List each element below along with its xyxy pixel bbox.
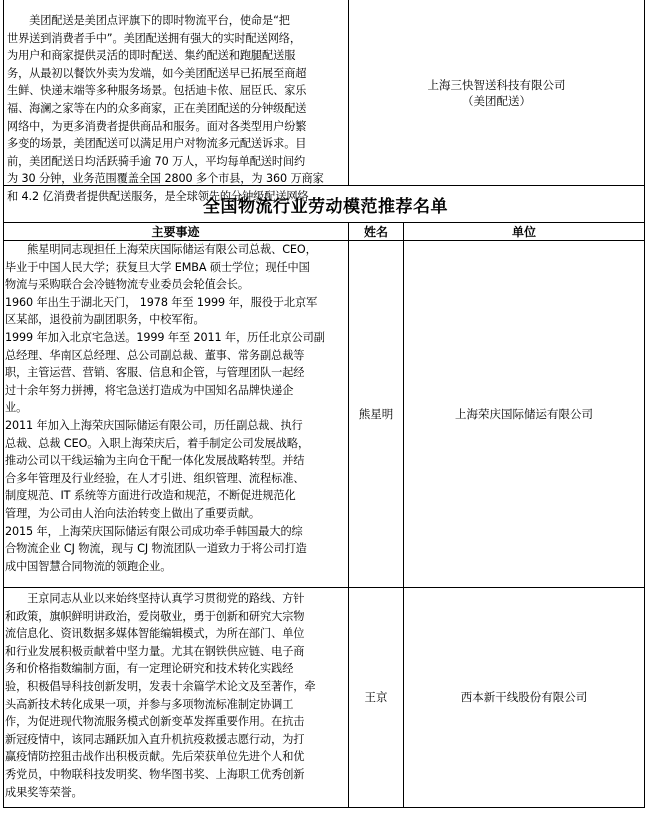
text-line: 福、海澜之家等在内的众多商家，正在美团配送的分钟级配送: [7, 101, 307, 115]
text-line: 美团配送是美团点评旗下的即时物流平台，使命是“把: [7, 14, 290, 27]
text-line: 制度规范、IT 系统等方面进行改造和规范，不断促进规范化: [5, 489, 296, 503]
text-line: 头高新技术转化成果一项，并参与多项物流标准制定协调工: [5, 697, 294, 711]
text-line: 新冠疫情中，该同志踊跃加入直升机抗疫救援志愿行动，为打: [5, 732, 305, 746]
grid-left-border: [3, 0, 4, 808]
text-line: 世界送到消费者手中”。美团配送拥有强大的实时配送网络，: [7, 31, 301, 45]
text-line: 前，美团配送日均活跃骑手逾 70 万人，平均每单配送时间约: [7, 154, 306, 168]
text-line: 网络中，为更多消费者提供商品和服务。面对各类型用户纷繁: [7, 119, 307, 133]
text-line: 总经理、华南区总经理、总公司副总裁、董事、常务副总裁等: [5, 348, 305, 362]
text-line: 秀党员，中物联科技发明奖、物华图书奖、上海职工优秀创新: [5, 767, 305, 781]
text-line: 合物流企业 CJ 物流，现与 CJ 物流团队一道致力于将公司打造: [5, 542, 307, 556]
list-title-text: 全国物流行业劳动模范推荐名单: [203, 196, 448, 217]
top-row-unit: [349, 0, 644, 185]
row-1-name: 熊星明: [358, 407, 394, 421]
grid-name-divider: [403, 222, 404, 808]
grid-line-row1-bottom: [3, 587, 645, 588]
text-line: 务和价格指数编制方面，有一定理论研究和技术转化实践经: [5, 662, 294, 676]
text-line: 流信息化、资讯数据多媒体智能编辑模式，为所在部门、单位: [5, 627, 305, 641]
text-line: 推动公司以干线运输为主向仓干配一体化发展战略转型。并结: [5, 454, 305, 468]
top-row-unit-line1: 上海三快智送科技有限公司: [427, 77, 566, 92]
text-line: 赢疫情防控狙击战作出积极贡献。先后荣获单位先进个人和优: [5, 750, 305, 764]
text-line: 作，为促进现代物流服务模式创新变革发挥重要作用。在抗击: [5, 715, 305, 729]
header-name: 姓名: [363, 225, 388, 239]
text-line: 管理，为公司由人治向法治转变上做出了重要贡献。: [5, 506, 261, 520]
text-line: 多变的场景，美团配送可以满足用户对物流多元配送诉求。目: [7, 137, 307, 151]
text-line: 成中国智慧合同物流的领跑企业。: [5, 559, 172, 573]
text-line: 务，从最初以餐饮外卖为发端，如今美团配送早已拓展至商超: [7, 66, 307, 80]
row-1-unit: 上海荣庆国际储运有限公司: [455, 407, 593, 421]
text-line: 过十余年努力拼搏，将宅急送打造成为中国知名品牌快递企: [5, 383, 294, 397]
grid-line-title-bottom: [3, 222, 645, 223]
top-row-unit-line2: （美团配送）: [462, 93, 531, 108]
grid-right-border: [644, 0, 645, 808]
text-line: 和行业发展积极贡献着中坚力量。尤其在钢铁供应链、电子商: [5, 644, 305, 658]
text-line: 业。: [5, 401, 28, 415]
text-line: 职，主管运营、营销、客服、信息和企管，与管理团队一起经: [5, 366, 305, 380]
row-1-deeds: [5, 241, 350, 586]
grid-deeds-divider: [348, 0, 349, 186]
text-line: 熊星明同志现担任上海荣庆国际储运有限公司总裁、CEO，: [5, 243, 317, 256]
top-row-deeds: [7, 12, 349, 203]
text-line: 1999 年加入北京宅急送。1999 年至 2011 年，历任北京公司副: [5, 330, 325, 344]
text-line: 2011 年加入上海荣庆国际储运有限公司，历任副总裁、执行: [5, 418, 303, 432]
row-2-name: 王京: [364, 690, 388, 704]
text-line: 为 30 分钟，业务范围覆盖全国 2800 多个市县，为 360 万商家: [7, 172, 324, 186]
text-line: 生鲜、快递末端等多种服务场景。包括迪卡侬、屈臣氏、家乐: [7, 84, 307, 98]
list-title: [0, 186, 651, 222]
text-line: 2015 年，上海荣庆国际储运有限公司成功牵手韩国最大的综: [5, 524, 303, 538]
row-2-unit: 西本新干线股份有限公司: [460, 690, 588, 704]
grid-line-header-bottom: [3, 240, 645, 241]
text-line: 为用户和商家提供灵活的即时配送、集约配送和跑腿配送服: [7, 49, 296, 63]
header-unit: 单位: [511, 225, 536, 239]
text-line: 成果奖等荣誉。: [5, 785, 83, 799]
text-line: 毕业于中国人民大学；获复旦大学 EMBA 硕士学位；现任中国: [5, 260, 310, 274]
text-line: 验，积极倡导科技创新发明，发表十余篇学术论文及至著作，牵: [5, 679, 316, 693]
text-line: 总裁、总裁 CEO。入职上海荣庆后，着手制定公司发展战略，: [5, 436, 310, 450]
header-deeds: 主要事迹: [151, 225, 200, 239]
grid-deeds-divider-2: [348, 222, 349, 808]
text-line: 合多年管理及行业经验，在人才引进、组织管理、流程标准、: [5, 471, 305, 485]
grid-line-row2-bottom: [3, 807, 645, 808]
text-line: 区某部，退役前为副团职务，中校军衔。: [5, 313, 205, 327]
text-line: 和政策，旗帜鲜明讲政治，爱岗敬业，勇于创新和研究大宗物: [5, 609, 305, 623]
grid-line-top-row-bottom: [3, 185, 645, 186]
text-line: 1960 年出生于湖北天门， 1978 年至 1999 年，服役于北京军: [5, 295, 318, 309]
text-line: 王京同志从业以来始终坚持认真学习贯彻党的路线、方针: [5, 592, 305, 605]
text-line: 和 4.2 亿消费者提供配送服务，是全球领先的分钟级配送网络: [7, 189, 309, 203]
row-2-deeds: [5, 590, 350, 805]
text-line: 物流与采购联合会冷链物流专业委员会轮值会长。: [5, 278, 249, 292]
